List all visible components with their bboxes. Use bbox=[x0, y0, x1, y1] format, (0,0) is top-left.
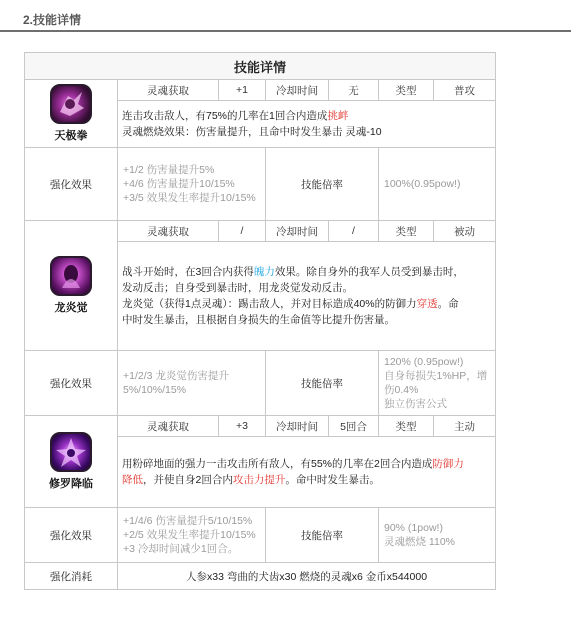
type-value: 普攻 bbox=[434, 80, 496, 101]
text-line: +1/2 伤害量提升5% bbox=[123, 164, 215, 176]
consume-value: 人参x33 弯曲的犬齿x30 燃烧的灵魂x6 金币x544000 bbox=[118, 563, 496, 590]
cooldown-value: / bbox=[329, 221, 379, 242]
text-line: +3 冷却时间减少1回合。 bbox=[123, 543, 239, 555]
text-line: 100%(0.95pow!) bbox=[384, 178, 461, 190]
description-line bbox=[122, 280, 491, 296]
enhance-label: 强化效果 bbox=[25, 508, 118, 563]
soul-gain-label: 灵魂获取 bbox=[118, 416, 219, 437]
type-value: 主动 bbox=[434, 416, 496, 437]
skill-1-info bbox=[25, 80, 118, 148]
enhance-effects bbox=[118, 148, 266, 221]
highlight-text: 穿透 bbox=[416, 298, 438, 310]
description-line bbox=[122, 472, 491, 488]
multiplier-label: 技能倍率 bbox=[266, 351, 379, 416]
text-segment: 用粉碎地面的强力一击攻击所有敌人，有55%的几率在2回合内造成 bbox=[122, 458, 433, 470]
text-line: 自身每损失1%HP，增伤0.4% bbox=[384, 370, 488, 396]
cooldown-value: 5回合 bbox=[329, 416, 379, 437]
text-segment: 发动反击；自身受到暴击时，用龙炎觉发动反击。 bbox=[122, 282, 353, 294]
highlight-text: 魄力 bbox=[253, 266, 275, 278]
skill-header-row bbox=[25, 221, 496, 242]
asura-descent-icon bbox=[50, 432, 92, 472]
cooldown-label: 冷却时间 bbox=[266, 221, 329, 242]
description-line bbox=[122, 312, 491, 328]
consume-label: 强化消耗 bbox=[25, 563, 118, 590]
text-segment: 。命中时发生暴击。 bbox=[285, 474, 380, 486]
dragon-flame-icon bbox=[50, 256, 92, 296]
type-label: 类型 bbox=[379, 416, 434, 437]
description-line bbox=[122, 456, 491, 472]
highlight-text: 攻击力提升 bbox=[232, 474, 286, 486]
text-segment: 效果。除自身外的我军人员受到暴击时， bbox=[274, 266, 464, 278]
skill-3-info bbox=[25, 416, 118, 508]
skill-description bbox=[118, 437, 496, 508]
multiplier-value bbox=[379, 148, 496, 221]
text-segment: 。命 bbox=[437, 298, 459, 310]
skill-description bbox=[118, 242, 496, 351]
type-value: 被动 bbox=[434, 221, 496, 242]
text-segment: 战斗开始时，在3回合内获得 bbox=[122, 266, 254, 278]
text-segment: 中时发生暴击，且根据自身损失的生命值等比提升伤害量。 bbox=[122, 314, 395, 326]
description-line bbox=[122, 108, 491, 124]
type-label: 类型 bbox=[379, 221, 434, 242]
table-title: 技能详情 bbox=[25, 53, 496, 80]
text-line: 90% (1pow!) bbox=[384, 522, 443, 534]
highlight-text: 降低 bbox=[122, 474, 143, 486]
text-segment: 龙炎觉（获得1点灵魂）：踢击敌人，并对目标造成40%的防御力 bbox=[122, 298, 417, 310]
highlight-text: 防御力 bbox=[432, 458, 464, 470]
text-line: 5%/10%/15% bbox=[123, 384, 187, 396]
skill-name: 天极拳 bbox=[54, 130, 88, 142]
enhance-effects bbox=[118, 508, 266, 563]
description-line bbox=[122, 264, 491, 280]
cooldown-label: 冷却时间 bbox=[266, 416, 329, 437]
skill-header-row bbox=[25, 80, 496, 101]
description-line bbox=[122, 296, 491, 312]
enhance-effects bbox=[118, 351, 266, 416]
text-line: 灵魂燃烧 110% bbox=[384, 536, 455, 548]
text-segment: ，并使自身2回合内 bbox=[143, 474, 233, 486]
text-line: 120% (0.95pow!) bbox=[384, 356, 464, 368]
fist-strike-icon bbox=[50, 84, 92, 124]
cooldown-value: 无 bbox=[329, 80, 379, 101]
skill-description bbox=[118, 101, 496, 148]
text-line: +4/6 伤害量提升10/15% bbox=[123, 178, 235, 190]
text-line: 独立伤害公式 bbox=[384, 398, 447, 410]
enhance-label: 强化效果 bbox=[25, 351, 118, 416]
cooldown-label: 冷却时间 bbox=[266, 80, 329, 101]
skill-2-info bbox=[25, 221, 118, 351]
highlight-text: 挑衅 bbox=[327, 110, 349, 122]
section-header bbox=[0, 0, 571, 32]
section-title: 2.技能详情 bbox=[23, 13, 82, 27]
multiplier-label: 技能倍率 bbox=[266, 508, 379, 563]
soul-gain-label: 灵魂获取 bbox=[118, 221, 219, 242]
text-line: +3/5 效果发生率提升10/15% bbox=[123, 192, 256, 204]
skill-details-table bbox=[24, 52, 496, 590]
enhance-label: 强化效果 bbox=[25, 148, 118, 221]
text-segment: 连击攻击敌人，有75%的几率在1回合内造成 bbox=[122, 110, 328, 122]
skill-header-row bbox=[25, 416, 496, 437]
multiplier-value bbox=[379, 508, 496, 563]
skill-name: 龙炎觉 bbox=[54, 302, 88, 314]
text-segment: 灵魂燃烧效果：伤害量提升，且命中时发生暴击 灵魂-10 bbox=[122, 126, 382, 138]
soul-gain-value: +3 bbox=[219, 416, 266, 437]
multiplier-value bbox=[379, 351, 496, 416]
soul-gain-label: 灵魂获取 bbox=[118, 80, 219, 101]
text-line: +1/4/6 伤害量提升5/10/15% bbox=[123, 515, 253, 527]
text-line: +1/2/3 龙炎觉伤害提升 bbox=[123, 370, 229, 382]
text-line: +2/5 效果发生率提升10/15% bbox=[123, 529, 256, 541]
type-label: 类型 bbox=[379, 80, 434, 101]
multiplier-label: 技能倍率 bbox=[266, 148, 379, 221]
soul-gain-value: +1 bbox=[219, 80, 266, 101]
description-line bbox=[122, 124, 491, 140]
soul-gain-value: / bbox=[219, 221, 266, 242]
skill-name: 修罗降临 bbox=[49, 478, 93, 490]
